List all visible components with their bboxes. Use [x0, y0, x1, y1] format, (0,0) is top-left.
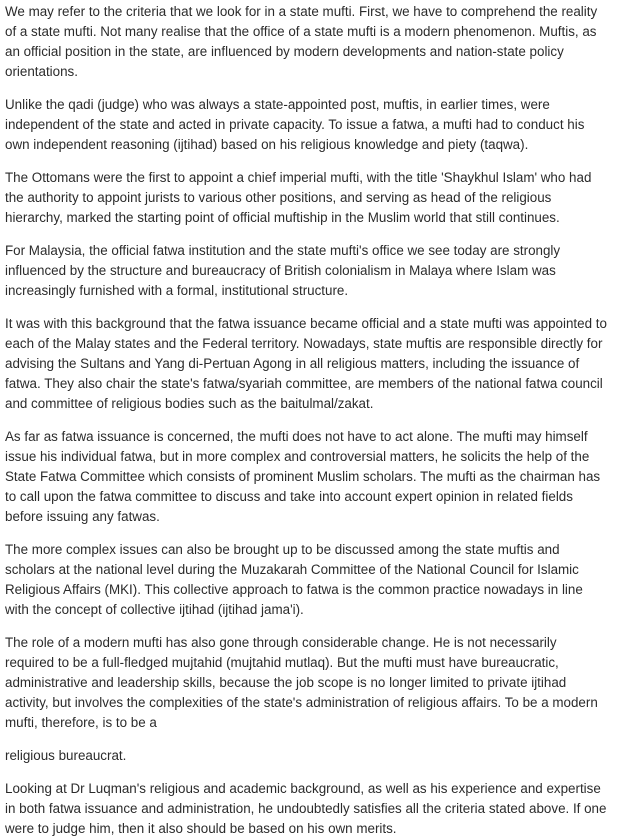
article-paragraph: The Ottomans were the first to appoint a chief imperial mufti, with the title 'Shaykhul Islam' who had the authority to appoint jurists to various other positions, and serving as head of the religious hierarchy, marked the starting point of official muftiship in the Muslim world that still continues.: [5, 170, 592, 225]
article-paragraph: The role of a modern mufti has also gone through considerable change. He is not necessarily required to be a full-fledged mujtahid (mujtahid mutlaq). But the mufti must have bureaucratic, administrative and leadership skills, because the job scope is no longer limited to private ijtihad activity, but involves the complexities of the state's administration of religious affairs. To be a modern mufti, therefore, is to be a: [5, 635, 598, 730]
article-paragraph: For Malaysia, the official fatwa institution and the state mufti's office we see today are strongly influenced by the structure and bureaucracy of British colonialism in Malaya where Islam was increasingly furnished with a formal, institutional structure.: [5, 243, 561, 298]
article-paragraph: The more complex issues can also be brought up to be discussed among the state muftis and scholars at the national level during the Muzakarah Committee of the National Council for Islamic Religious Affairs (MKI). This collective approach to fatwa is the common practice nowadays in line with the concept of collective ijtihad (ijtihad jama'i).: [5, 542, 583, 617]
article-paragraph: We may refer to the criteria that we look for in a state mufti. First, we have to comprehend the reality of a state mufti. Not many realise that the office of a state mufti is a modern phenomenon. Muftis, as an official position in the state, are influenced by modern developments and nation-state policy orientations.: [5, 4, 598, 79]
article-paragraph: religious bureaucrat.: [5, 748, 127, 763]
article-paragraph: Looking at Dr Luqman's religious and academic background, as well as his experience and expertise in both fatwa issuance and administration, he undoubtedly satisfies all the criteria stated above. If one were to judge him, then it also should be based on his own merits.: [5, 781, 607, 836]
article-paragraph: It was with this background that the fatwa issuance became official and a state mufti was appointed to each of the Malay states and the Federal territory. Nowadays, state muftis are responsible directly for advising the Sultans and Yang di-Pertuan Agong in all religious matters, including the issuance of fatwa. They also chair the state's fatwa/syariah committee, are members of the national fatwa council and committee of religious bodies such as the baitulmal/zakat.: [5, 316, 607, 411]
article-paragraph: As far as fatwa issuance is concerned, the mufti does not have to act alone. The mufti may himself issue his individual fatwa, but in more complex and controversial matters, he solicits the help of the State Fatwa Committee which consists of prominent Muslim scholars. The mufti as the chairman has to call upon the fatwa committee to discuss and take into account expert opinion in related fields before issuing any fatwas.: [5, 429, 601, 524]
article-paragraph: Unlike the qadi (judge) who was always a state-appointed post, muftis, in earlier times, were independent of the state and acted in private capacity. To issue a fatwa, a mufti had to conduct his own independent reasoning (ijtihad) based on his religious knowledge and piety (taqwa).: [5, 97, 585, 152]
